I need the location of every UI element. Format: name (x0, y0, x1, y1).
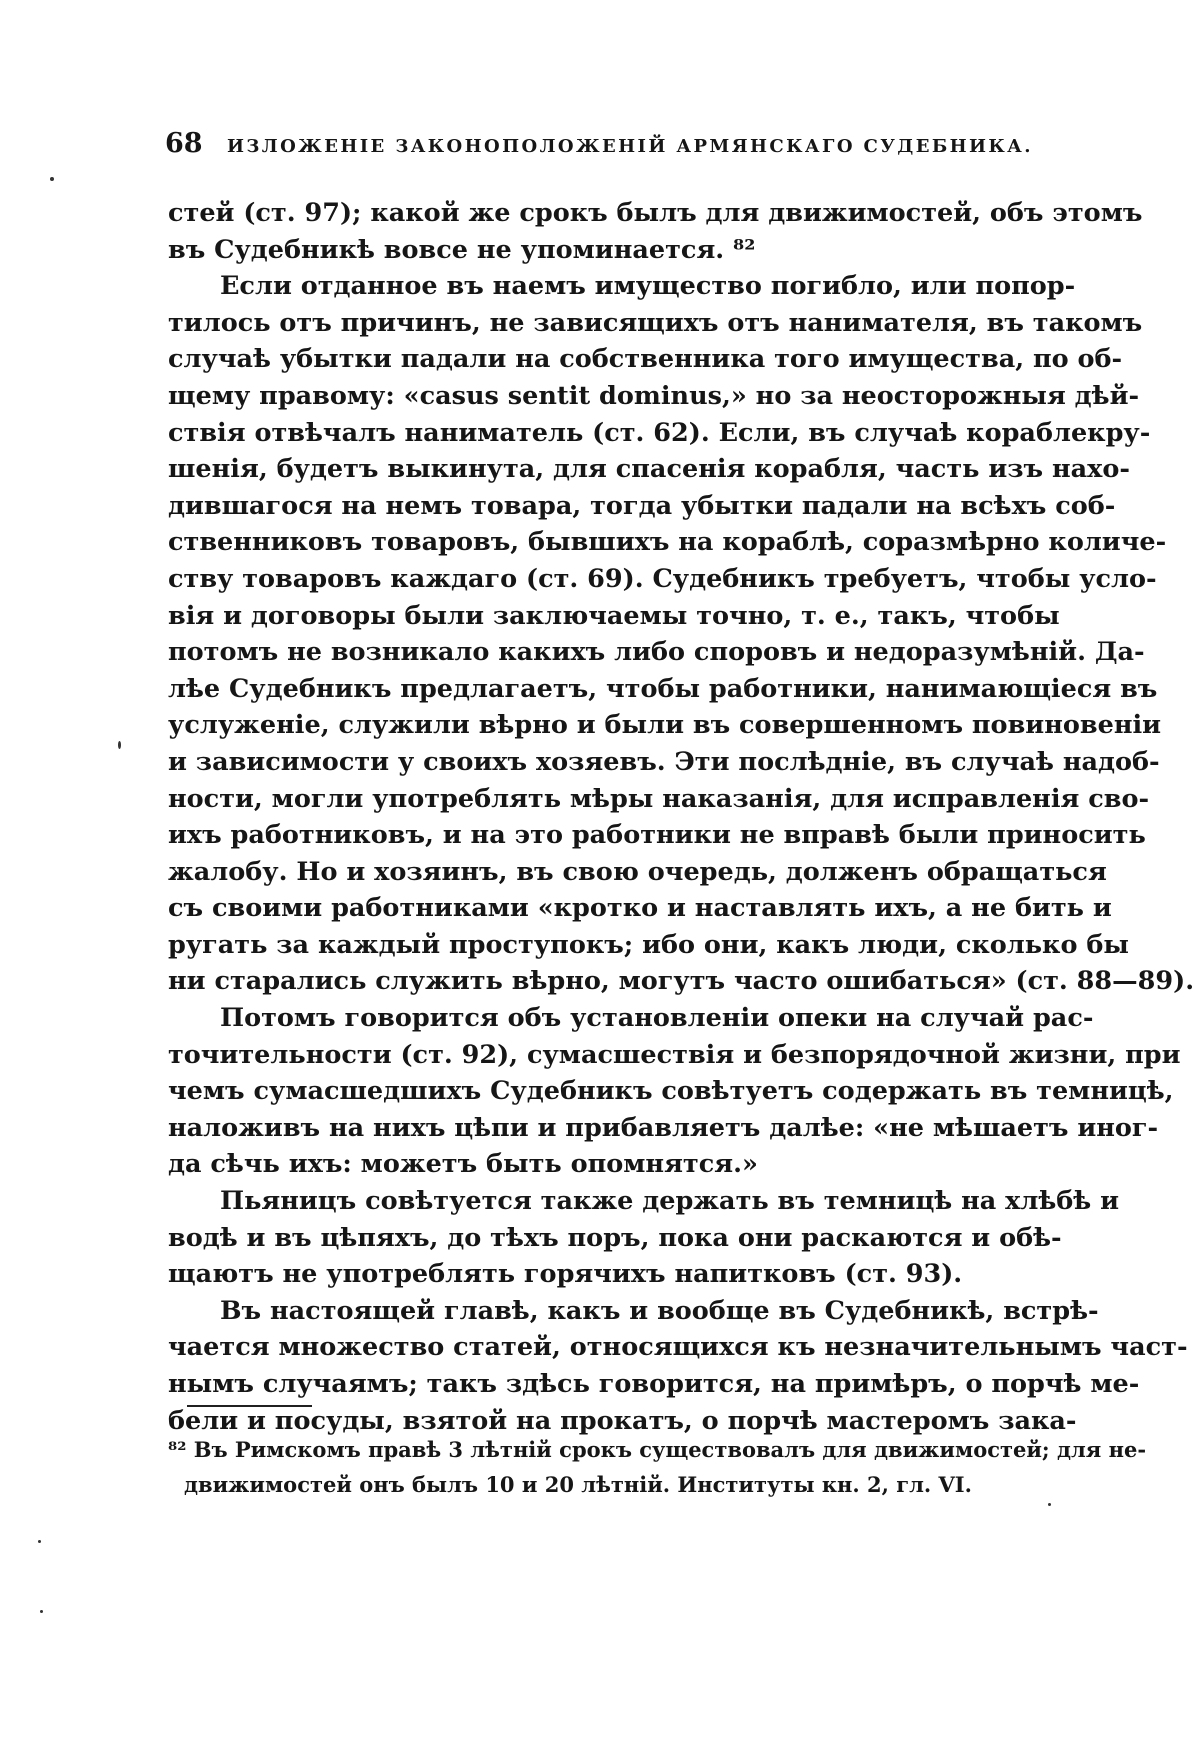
text-line: ни старались служить вѣрно, могутъ часто ошибаться» (ст. 88—89). (168, 966, 1194, 997)
text-line: стей (ст. 97); какой же срокъ былъ для движимостей, объ этомъ (168, 198, 1143, 228)
running-title: ИЗЛОЖЕНІЕ ЗАКОНОПОЛОЖЕНІЙ АРМЯНСКАГО СУДЕБНИКА. (227, 136, 1033, 157)
text-line: ству товаровъ каждаго (ст. 69). Судебникъ требуетъ, чтобы усло- (168, 563, 1157, 594)
paragraph-start: Потомъ говорится объ установленіи опеки на случай рас- (220, 1003, 1094, 1034)
text-line: услуженіе, служили вѣрно и были въ совершенномъ повиновеніи (168, 710, 1162, 741)
footnote-line: движимостей онъ былъ 10 и 20 лѣтній. Институты кн. 2, гл. VI. (184, 1472, 972, 1497)
text-line: наложивъ на нихъ цѣпи и прибавляетъ далѣе: «не мѣшаетъ иног- (168, 1112, 1159, 1143)
text-line: бели и посуды, взятой на прокатъ, о порчѣ мастеромъ зака- (168, 1405, 1077, 1436)
text-line: чается множество статей, относящихся къ незначительнымъ част- (168, 1332, 1188, 1363)
text-line: точительности (ст. 92), сумасшествія и безпорядочной жизни, при (168, 1039, 1181, 1070)
text-line: жалобу. Но и хозяинъ, въ свою очередь, долженъ обращаться (168, 856, 1107, 887)
text-line: щаютъ не употреблять горячихъ напитковъ (ст. 93). (168, 1259, 963, 1290)
footnote-line: ⁸² Въ Римскомъ правѣ 3 лѣтній срокъ существовалъ для движимостей; для не- (168, 1437, 1147, 1462)
paragraph-start: Въ настоящей главѣ, какъ и вообще въ Судебникѣ, встрѣ- (220, 1295, 1099, 1326)
footnote-separator (187, 1405, 312, 1407)
text-line: шенія, будетъ выкинута, для спасенія корабля, часть изъ нахо- (168, 454, 1130, 485)
text-line: щему правому: «casus sentit dominus,» но за неосторожныя дѣй- (168, 380, 1140, 411)
scan-speck (1048, 1503, 1051, 1506)
text-line: дившагося на немъ товара, тогда убытки падали на всѣхъ соб- (168, 490, 1116, 521)
text-line: въ Судебникѣ вовсе не упоминается. ⁸² (168, 234, 756, 265)
text-line: ственниковъ товаровъ, бывшихъ на кораблѣ, соразмѣрно количе- (168, 527, 1167, 558)
body-text (168, 195, 1194, 1439)
text-line: чемъ сумасшедшихъ Судебникъ совѣтуетъ содержать въ темницѣ, (168, 1076, 1174, 1107)
page-number: 68 (165, 128, 203, 159)
scan-speck (38, 1540, 41, 1543)
text-line: водѣ и въ цѣпяхъ, до тѣхъ поръ, пока они раскаются и обѣ- (168, 1222, 1062, 1253)
paragraph-start: Если отданное въ наемъ имущество погибло, или попор- (220, 271, 1076, 302)
paragraph-start: Пьяницъ совѣтуется также держать въ темницѣ на хлѣбѣ и (220, 1186, 1120, 1217)
page-header (165, 128, 1045, 168)
text-line: вія и договоры были заключаемы точно, т. е., такъ, чтобы (168, 600, 1060, 631)
scan-speck (40, 1610, 43, 1613)
text-line: лѣе Судебникъ предлагаетъ, чтобы работники, нанимающіеся въ (168, 673, 1158, 704)
text-line: и зависимости у своихъ хозяевъ. Эти послѣдніе, въ случаѣ надоб- (168, 746, 1160, 777)
text-line: ихъ работниковъ, и на это работники не вправѣ были приносить (168, 820, 1146, 851)
text-line: ругать за каждый проступокъ; ибо они, какъ люди, сколько бы (168, 929, 1129, 960)
text-line: да сѣчь ихъ: можетъ быть опомнятся.» (168, 1149, 758, 1180)
text-line: нымъ случаямъ; такъ здѣсь говорится, на примѣръ, о порчѣ ме- (168, 1369, 1140, 1399)
footnote (168, 1432, 1147, 1502)
text-line: съ своими работниками «кротко и наставлять ихъ, а не бить и (168, 893, 1112, 924)
text-line: случаѣ убытки падали на собственника того имущества, по об- (168, 344, 1123, 375)
scan-speck (118, 741, 121, 749)
text-line: ствія отвѣчалъ наниматель (ст. 62). Если, въ случаѣ кораблекру- (168, 417, 1151, 448)
scan-speck (50, 177, 54, 181)
text-line: ности, могли употреблять мѣры наказанія, для исправленія сво- (168, 783, 1150, 814)
text-line: тилось отъ причинъ, не зависящихъ отъ нанимателя, въ такомъ (168, 307, 1143, 338)
text-line: потомъ не возникало какихъ либо споровъ и недоразумѣній. Да- (168, 637, 1145, 668)
